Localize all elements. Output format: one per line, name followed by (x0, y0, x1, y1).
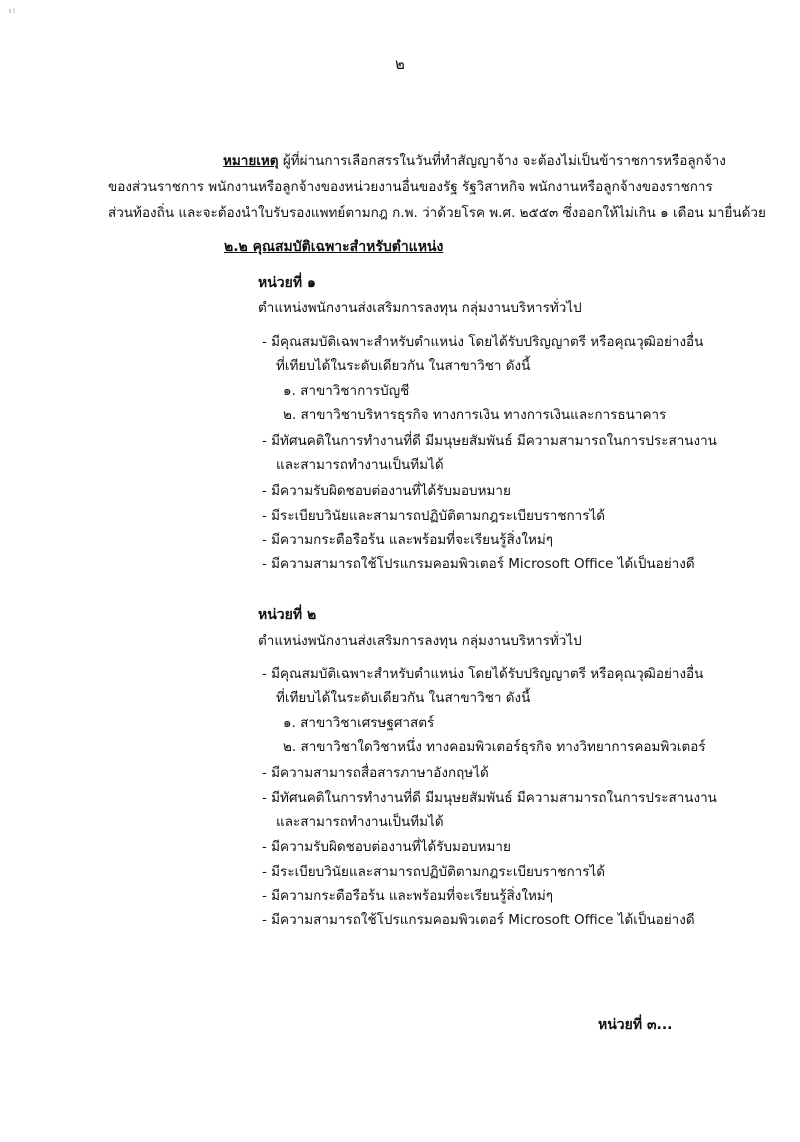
qualification-item: - มีทัศนคติในการทำงานที่ดี มีมนุษยสัมพันธ์ มีความสามารถในการประสานงาน (262, 790, 717, 806)
scan-mark-icon (8, 6, 48, 16)
qualification-item: - มีความรับผิดชอบต่องานที่ได้รับมอบหมาย (262, 483, 511, 499)
note-line-2: ของส่วนราชการ พนักงานหรือลูกจ้างของหน่วยงานอื่นของรัฐ รัฐวิสาหกิจ พนักงานหรือลูกจ้างของราชการ (108, 179, 713, 195)
scan-corner-mark (8, 4, 48, 14)
qualification-item: - มีความกระตือรือร้น และพร้อมที่จะเรียนรู้สิ่งใหม่ๆ (262, 888, 554, 904)
qualification-item: - มีความสามารถใช้โปรแกรมคอมพิวเตอร์ Microsoft Office ได้เป็นอย่างดี (262, 556, 695, 572)
qualification-item: - มีทัศนคติในการทำงานที่ดี มีมนุษยสัมพันธ์ มีความสามารถในการประสานงาน (262, 433, 717, 449)
subject-item: ๒. สาขาวิชาบริหารธุรกิจ ทางการเงิน ทางการเงินและการธนาคาร (283, 407, 667, 423)
unit-title: หน่วยที่ ๑ (258, 275, 316, 291)
unit-position: ตำแหน่งพนักงานส่งเสริมการลงทุน กลุ่มงานบริหารทั่วไป (258, 300, 582, 316)
qualification-item: - มีระเบียบวินัยและสามารถปฏิบัติตามกฎระเบียบราชการได้ (262, 508, 606, 524)
subject-item: ๒. สาขาวิชาใดวิชาหนึ่ง ทางคอมพิวเตอร์ธุรกิจ ทางวิทยาการคอมพิวเตอร์ (283, 739, 706, 755)
qualification-item: - มีความสามารถใช้โปรแกรมคอมพิวเตอร์ Microsoft Office ได้เป็นอย่างดี (262, 912, 695, 928)
qualification-item-cont: และสามารถทำงานเป็นทีมได้ (276, 814, 444, 830)
qualification-item: - มีระเบียบวินัยและสามารถปฏิบัติตามกฎระเบียบราชการได้ (262, 864, 606, 880)
qualification-item-cont: และสามารถทำงานเป็นทีมได้ (276, 457, 444, 473)
note-line-1 (108, 148, 726, 174)
subject-item: ๑. สาขาวิชาการบัญชี (283, 383, 410, 399)
note-label: หมายเหตุ (223, 153, 279, 169)
qualification-item-cont: ที่เทียบได้ในระดับเดียวกัน ในสาขาวิชา ดังนี้ (276, 690, 531, 706)
note-text: ผู้ที่ผ่านการเลือกสรรในวันที่ทำสัญญาจ้าง จะต้องไม่เป็นข้าราชการหรือลูกจ้าง (282, 153, 726, 169)
qualification-item: - มีความรับผิดชอบต่องานที่ได้รับมอบหมาย (262, 839, 511, 855)
section-heading: ๒.๒ คุณสมบัติเฉพาะสำหรับตำแหน่ง (224, 239, 444, 255)
qualification-item: - มีคุณสมบัติเฉพาะสำหรับตำแหน่ง โดยได้รับปริญญาตรี หรือคุณวุฒิอย่างอื่น (262, 666, 704, 682)
note-line-3: ส่วนท้องถิ่น และจะต้องนำใบรับรองแพทย์ตามกฎ ก.พ. ว่าด้วยโรค พ.ศ. ๒๕๕๓ ซึ่งออกให้ไม่เกิน ๑ เดือน มายื่นด้วย (108, 205, 766, 221)
qualification-item: - มีความกระตือรือร้น และพร้อมที่จะเรียนรู้สิ่งใหม่ๆ (262, 532, 554, 548)
next-page-reference: หน่วยที่ ๓... (598, 1017, 673, 1033)
subject-item: ๑. สาขาวิชาเศรษฐศาสตร์ (283, 715, 435, 731)
unit-position: ตำแหน่งพนักงานส่งเสริมการลงทุน กลุ่มงานบริหารทั่วไป (258, 633, 582, 649)
qualification-item-cont: ที่เทียบได้ในระดับเดียวกัน ในสาขาวิชา ดังนี้ (276, 358, 531, 374)
unit-title: หน่วยที่ ๒ (258, 607, 317, 623)
qualification-item: - มีคุณสมบัติเฉพาะสำหรับตำแหน่ง โดยได้รับปริญญาตรี หรือคุณวุฒิอย่างอื่น (262, 334, 704, 350)
page-number: ๒ (395, 55, 405, 73)
qualification-item: - มีความสามารถสื่อสารภาษาอังกฤษได้ (262, 765, 489, 781)
